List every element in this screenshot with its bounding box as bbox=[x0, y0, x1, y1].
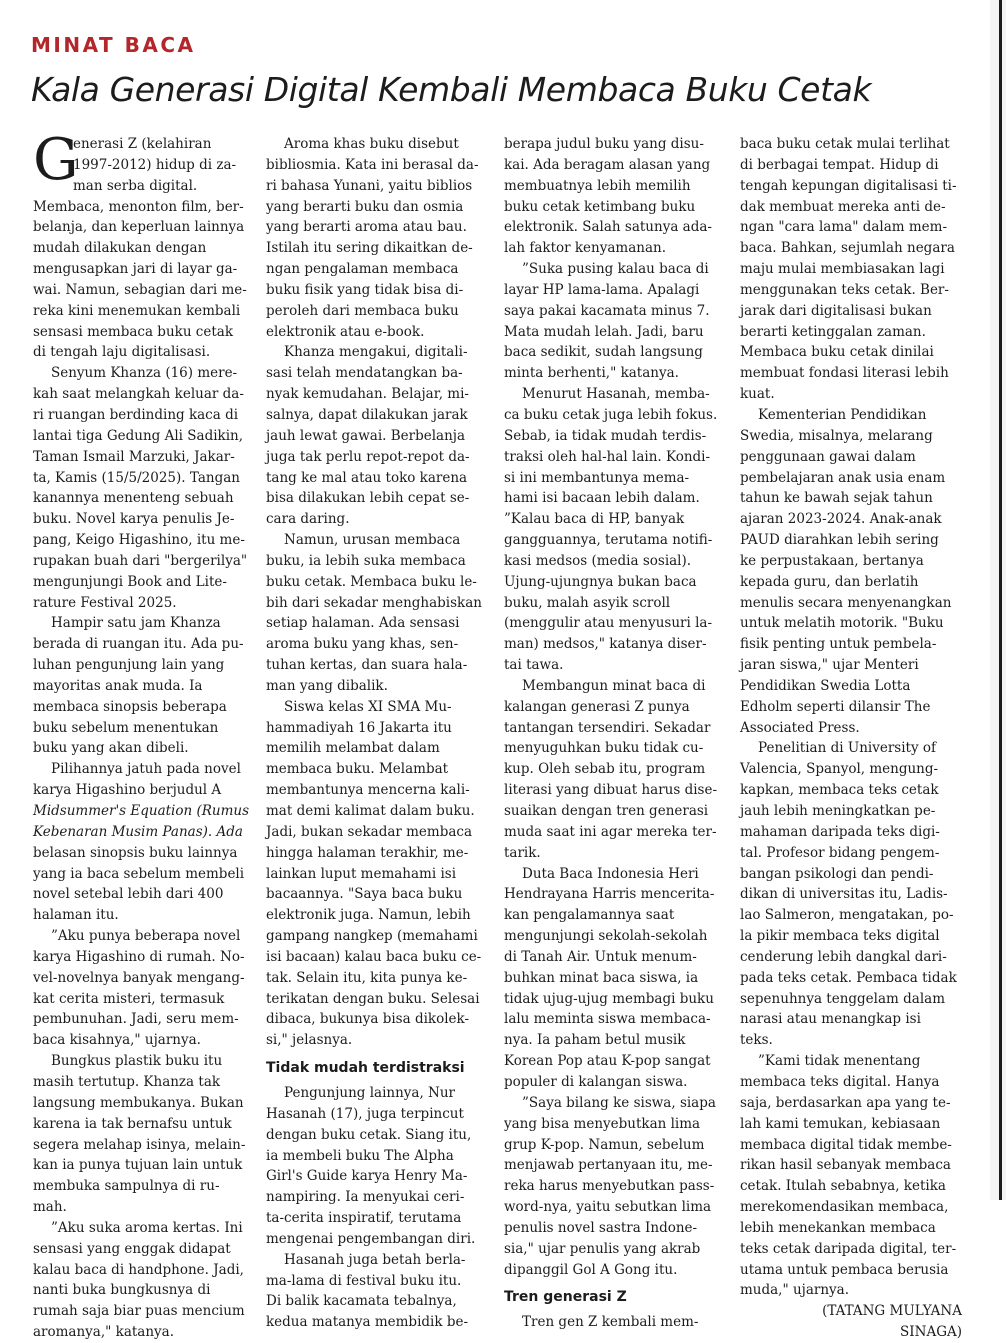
text-line: menyuguhkan buku tidak cu- bbox=[504, 740, 704, 757]
text-line: tal. Profesor bidang pengem- bbox=[740, 844, 940, 861]
text-line: vel-novelnya banyak mengang- bbox=[33, 969, 245, 986]
text-line: rupakan buah dari "bergerilya" bbox=[33, 552, 248, 569]
text-line: dak membuat mereka anti de- bbox=[740, 198, 946, 215]
text-column-4 bbox=[740, 134, 962, 1343]
text-line: pada teks cetak. Pembaca tidak bbox=[740, 969, 957, 986]
text-line: di tengah laju digitalisasi. bbox=[33, 344, 211, 361]
text-line: traksi oleh hal-hal lain. Kondi- bbox=[504, 448, 711, 465]
text-line: cenderung lebih dangkal dari- bbox=[740, 948, 947, 965]
text-line: buku, malah asyik scroll bbox=[504, 594, 671, 611]
text-line: gangguannya, terutama notifi- bbox=[504, 532, 713, 549]
text-line: membuka sampulnya di ru- bbox=[33, 1178, 220, 1195]
text-line: kat cerita misteri, termasuk bbox=[33, 990, 225, 1007]
text-line: penulis novel sastra Indone- bbox=[504, 1219, 698, 1236]
text-line: teks cetak daripada digital, ter- bbox=[740, 1240, 957, 1257]
text-line: ”Kami tidak menentang bbox=[758, 1053, 921, 1070]
text-line: ”Kalau baca di HP, banyak bbox=[504, 511, 685, 528]
text-line: buku cetak. Membaca buku le- bbox=[266, 573, 477, 590]
text-line: yang bisa menyebutkan lima bbox=[504, 1115, 701, 1132]
text-line: Ujung-ujungnya bukan baca bbox=[504, 573, 697, 590]
text-line: kanannya menenteng sebuah bbox=[33, 490, 234, 507]
text-line: utama untuk pembaca berusia bbox=[740, 1261, 949, 1278]
text-line: baca kisahnya," ujarnya. bbox=[33, 1032, 201, 1049]
text-line: karena ia tak bernafsu untuk bbox=[33, 1115, 232, 1132]
text-line: segera melahap isinya, melain- bbox=[33, 1136, 246, 1153]
text-line: berada di ruangan itu. Ada pu- bbox=[33, 636, 244, 653]
text-line: untuk melatih motorik. "Buku bbox=[740, 615, 944, 632]
text-line: dibaca, bukunya bisa dikolek- bbox=[266, 1011, 470, 1028]
text-line: bibliosmia. Kata ini berasal da- bbox=[266, 156, 479, 173]
text-line: Hendrayana Harris mencerita- bbox=[504, 886, 715, 903]
text-line: Membangun minat baca di bbox=[522, 677, 706, 694]
text-line: menulis secara menyenangkan bbox=[740, 594, 952, 611]
text-line: sasi telah mendatangkan ba- bbox=[266, 365, 463, 382]
text-line: elektronik atau e-book. bbox=[266, 323, 425, 340]
text-line: Edholm seperti dilansir The bbox=[740, 698, 931, 715]
text-line: mah. bbox=[33, 1199, 67, 1216]
text-line: aromanya," katanya. bbox=[33, 1324, 175, 1341]
text-line: mahaman daripada teks digi- bbox=[740, 823, 940, 840]
text-line: kalangan generasi Z punya bbox=[504, 698, 690, 715]
text-line: mayoritas anak muda. Ia bbox=[33, 677, 203, 694]
text-line: Associated Press. bbox=[740, 719, 860, 736]
text-line: Hasanah (17), juga terpincut bbox=[266, 1105, 464, 1122]
text-line: ajaran 2023-2024. Anak-anak bbox=[740, 511, 942, 528]
text-line: kalau baca di handphone. Jadi, bbox=[33, 1261, 244, 1278]
text-line: nyak kemudahan. Belajar, mi- bbox=[266, 386, 469, 403]
text-line: juga tak perlu repot-repot da- bbox=[266, 448, 470, 465]
text-line: Pilihannya jatuh pada novel bbox=[51, 761, 241, 778]
text-line: kan pengalamannya saat bbox=[504, 907, 675, 924]
text-line: ri ruangan berdinding kaca di bbox=[33, 406, 239, 423]
text-line: sepenuhnya tenggelam dalam bbox=[740, 990, 945, 1007]
text-line: memilih melambat dalam bbox=[266, 740, 440, 757]
text-line: enerasi Z (kelahiran bbox=[73, 136, 212, 152]
text-line: wai. Namun, sebagian dari me- bbox=[33, 281, 247, 298]
text-line: Sebab, ia tidak mudah terdis- bbox=[504, 427, 707, 444]
text-line: lantai tiga Gedung Ali Sadikin, bbox=[33, 427, 244, 444]
text-line: membuat fondasi literasi lebih bbox=[740, 365, 949, 382]
text-line: menjawab pertanyaan itu, me- bbox=[504, 1157, 713, 1174]
text-line: rature Festival 2025. bbox=[33, 594, 177, 611]
text-line: membuatnya lebih memilih bbox=[504, 177, 691, 194]
text-line: SINAGA) bbox=[900, 1324, 962, 1341]
text-line: rumah saja biar puas mencium bbox=[33, 1303, 245, 1320]
text-line: jauh lewat gawai. Berbelanja bbox=[266, 427, 466, 444]
text-line: pang, Keigo Higashino, itu me- bbox=[33, 532, 245, 549]
text-line: Mata mudah lelah. Jadi, baru bbox=[504, 323, 704, 340]
text-line: saja, berdasarkan apa yang te- bbox=[740, 1094, 951, 1111]
text-line: Pendidikan Swedia Lotta bbox=[740, 677, 911, 694]
text-line: nampiring. Ia menyukai ceri- bbox=[266, 1189, 465, 1206]
text-line: membaca teks digital. Hanya bbox=[740, 1073, 940, 1090]
text-line: bacaannya. "Saya baca buku bbox=[266, 886, 463, 903]
text-line: Taman Ismail Marzuki, Jakar- bbox=[33, 448, 235, 465]
text-line: tang ke mal atau toko karena bbox=[266, 469, 468, 486]
text-line: menggunakan teks cetak. Ber- bbox=[740, 281, 949, 298]
text-line: karya Higashino berjudul A bbox=[33, 782, 222, 799]
text-line: mengusapkan jari di layar ga- bbox=[33, 261, 238, 278]
text-line: cara daring. bbox=[266, 511, 350, 528]
text-line: Korean Pop atau K-pop sangat bbox=[504, 1053, 711, 1070]
text-line: ngan "cara lama" dalam mem- bbox=[740, 219, 948, 236]
text-line: Di balik kacamata tebalnya, bbox=[266, 1293, 457, 1310]
text-line: Menurut Hasanah, memba- bbox=[522, 386, 710, 403]
text-line: aroma buku yang khas, sen- bbox=[266, 636, 459, 653]
text-line: berapa judul buku yang disu- bbox=[504, 136, 704, 152]
text-line: ri bahasa Yunani, yaitu biblios bbox=[266, 177, 473, 194]
text-line: grup K-pop. Namun, sebelum bbox=[504, 1136, 705, 1153]
text-line: membaca buku. Melambat bbox=[266, 761, 449, 778]
text-line: bisa dilakukan lebih cepat se- bbox=[266, 490, 470, 507]
text-line: buhkan minat baca siswa, ia bbox=[504, 969, 699, 986]
text-line: jauh lebih meningkatkan pe- bbox=[740, 803, 936, 819]
text-line: baca sedikit, sudah langsung bbox=[504, 344, 703, 361]
text-line: buku sebelum menentukan bbox=[33, 719, 219, 736]
text-line: fisik penting untuk pembela- bbox=[740, 636, 937, 653]
text-line: bih dari sekadar menghabiskan bbox=[266, 594, 482, 611]
text-line: kedua matanya membidik be- bbox=[266, 1314, 469, 1331]
text-line: yang berarti buku dan osmia bbox=[266, 198, 464, 215]
text-line: penggunaan gawai dalam bbox=[740, 448, 916, 465]
text-line: Hasanah juga betah berla- bbox=[284, 1251, 466, 1268]
text-line: tuhan kertas, dan suara hala- bbox=[266, 657, 468, 674]
text-line: Pengunjung lainnya, Nur bbox=[284, 1084, 455, 1101]
text-line: Aroma khas buku disebut bbox=[284, 136, 459, 152]
text-line: lainkan luput memahami isi bbox=[266, 865, 457, 882]
text-line: ma-lama di festival buku itu. bbox=[266, 1272, 462, 1289]
text-line: si ini membantunya mema- bbox=[504, 469, 690, 486]
text-line: mengunjungi Book and Lite- bbox=[33, 573, 227, 590]
text-column-3 bbox=[504, 134, 726, 1333]
text-line: buku, ia lebih suka membaca bbox=[266, 552, 466, 569]
text-line: Valencia, Spanyol, mengung- bbox=[740, 761, 939, 778]
text-line: hami isi bacaan lebih dalam. bbox=[504, 490, 700, 507]
text-line: terikatan dengan buku. Selesai bbox=[266, 990, 480, 1007]
text-line: teks. bbox=[740, 1032, 773, 1049]
text-column-2 bbox=[266, 134, 488, 1333]
text-line: tak. Selain itu, kita punya ke- bbox=[266, 969, 468, 986]
drop-cap: G bbox=[33, 127, 79, 193]
text-line: la pikir membaca teks digital bbox=[740, 928, 940, 945]
text-line: nanti buka bungkusnya di bbox=[33, 1282, 211, 1299]
text-line: merekomendasikan membaca, bbox=[740, 1199, 949, 1216]
text-line: sia," ujar penulis yang akrab bbox=[504, 1240, 701, 1257]
text-line: elektronik. Salah satunya ada- bbox=[504, 219, 712, 236]
subheading: Tidak mudah terdistraksi bbox=[266, 1060, 465, 1077]
text-line: jaran siswa," ujar Menteri bbox=[740, 657, 919, 674]
text-line: Istilah itu sering dikaitkan de- bbox=[266, 240, 473, 257]
text-line: 1997-2012) hidup di za- bbox=[73, 156, 237, 173]
text-line: populer di kalangan siswa. bbox=[504, 1073, 688, 1090]
text-line: Kementerian Pendidikan bbox=[758, 406, 927, 423]
text-line: gampang nangkep (memahami bbox=[266, 928, 478, 945]
text-line: ta, Kamis (15/5/2025). Tangan bbox=[33, 469, 240, 486]
text-line: saya pakai kacamata minus 7. bbox=[504, 302, 710, 319]
text-line: luhan pengunjung lain yang bbox=[33, 657, 225, 674]
text-line: Girl's Guide karya Henry Ma- bbox=[266, 1168, 468, 1185]
text-line: tarik. bbox=[504, 844, 541, 861]
text-line: lebih menekankan membaca bbox=[740, 1219, 936, 1236]
text-line: langsung membukanya. Bukan bbox=[33, 1094, 244, 1111]
text-line: jarak dari digitalisasi bukan bbox=[740, 302, 932, 319]
text-line: tai tawa. bbox=[504, 657, 564, 674]
text-line: Khanza mengakui, digitali- bbox=[284, 344, 468, 361]
text-line: Bungkus plastik buku itu bbox=[51, 1053, 223, 1070]
text-line: kah saat melangkah keluar da- bbox=[33, 386, 244, 403]
text-line: mudah dilakukan dengan bbox=[33, 240, 207, 257]
text-line: masih tertutup. Khanza tak bbox=[33, 1073, 221, 1090]
text-line: novel setebal lebih dari 400 bbox=[33, 886, 224, 903]
text-line: elektronik juga. Namun, lebih bbox=[266, 907, 471, 924]
text-line: pembunuhan. Jadi, seru mem- bbox=[33, 1011, 239, 1028]
text-line: di berbagai tempat. Hidup di bbox=[740, 156, 939, 173]
text-line: membaca digital tidak membe- bbox=[740, 1136, 952, 1153]
text-line: narasi atau menangkap isi bbox=[740, 1011, 921, 1028]
text-line: dikan di universitas itu, Ladis- bbox=[740, 886, 948, 903]
text-line: kapkan, membaca teks cetak bbox=[740, 782, 939, 799]
text-line: ”Saya bilang ke siswa, siapa bbox=[522, 1094, 716, 1111]
text-line: Penelitian di University of bbox=[758, 740, 936, 757]
text-line: Midsummer's Equation (Rumus bbox=[33, 803, 250, 819]
text-line: pembelajaran anak usia enam bbox=[740, 469, 946, 486]
text-line: peroleh dari membaca buku bbox=[266, 302, 459, 319]
text-line: yang ia baca sebelum membeli bbox=[33, 865, 245, 882]
text-line: belasan sinopsis buku lainnya bbox=[33, 844, 238, 861]
text-line: literasi yang dibuat harus dise- bbox=[504, 782, 718, 799]
text-line: kepada guru, dan berlatih bbox=[740, 573, 919, 590]
text-line: word-nya, yaitu sebutkan lima bbox=[504, 1199, 712, 1216]
text-line: lah faktor kenyamanan. bbox=[504, 240, 666, 257]
text-line: ”Aku suka aroma kertas. Ini bbox=[51, 1219, 243, 1236]
text-line: buku. Novel karya penulis Je- bbox=[33, 511, 235, 528]
text-line: minta berhenti," katanya. bbox=[504, 365, 679, 382]
text-line: hammadiyah 16 Jakarta itu bbox=[266, 719, 452, 736]
text-line: si," jelasnya. bbox=[266, 1032, 353, 1049]
page-edge bbox=[990, 0, 1006, 1200]
text-line: Jadi, bukan sekadar membaca bbox=[266, 823, 473, 840]
text-line: ia membeli buku The Alpha bbox=[266, 1147, 454, 1164]
text-line: membantunya mencerna kali- bbox=[266, 782, 470, 799]
text-line: lah kami temukan, kebiasaan bbox=[740, 1115, 941, 1132]
text-line: nya. Ia paham betul musik bbox=[504, 1032, 686, 1049]
text-line: belanja, dan keperluan lainnya bbox=[33, 219, 245, 236]
text-line: maju mulai membiasakan lagi bbox=[740, 261, 945, 278]
text-line: buku fisik yang tidak bisa di- bbox=[266, 281, 464, 298]
text-line: (menggulir atau menyusuri la- bbox=[504, 615, 713, 632]
text-line: kasi medsos (media sosial). bbox=[504, 552, 692, 569]
text-line: sensasi membaca buku cetak bbox=[33, 323, 234, 340]
text-line: hingga halaman terakhir, me- bbox=[266, 844, 469, 861]
text-line: Swedia, misalnya, melarang bbox=[740, 427, 933, 444]
text-line: mengunjungi sekolah-sekolah bbox=[504, 928, 708, 945]
text-line: Hampir satu jam Khanza bbox=[51, 615, 221, 632]
text-line: ke perpustakaan, bertanya bbox=[740, 552, 924, 569]
text-line: kup. Oleh sebab itu, program bbox=[504, 761, 706, 778]
text-line: baca. Bahkan, sejumlah negara bbox=[740, 240, 955, 257]
text-line: man yang dibalik. bbox=[266, 677, 388, 694]
text-line: (TATANG MULYANA bbox=[822, 1303, 962, 1320]
text-line: halaman itu. bbox=[33, 907, 119, 924]
text-line: buku cetak ketimbang buku bbox=[504, 198, 696, 215]
text-line: muda saat ini agar mereka ter- bbox=[504, 823, 717, 840]
text-line: reka kini menemukan kembali bbox=[33, 302, 241, 319]
text-line: ”Aku punya beberapa novel bbox=[51, 928, 241, 945]
text-line: reka harus menyebutkan pass- bbox=[504, 1178, 715, 1195]
text-line: Namun, urusan membaca bbox=[284, 532, 461, 549]
text-line: tantangan tersendiri. Sekadar bbox=[504, 719, 711, 736]
text-line: Duta Baca Indonesia Heri bbox=[522, 865, 699, 882]
text-line: membaca sinopsis beberapa bbox=[33, 698, 227, 715]
text-line: suaikan dengan tren generasi bbox=[504, 803, 709, 819]
text-line: man serba digital. bbox=[73, 177, 198, 194]
text-line: Tren gen Z kembali mem- bbox=[522, 1314, 699, 1331]
text-line: dengan buku cetak. Siang itu, bbox=[266, 1126, 472, 1143]
text-line: karya Higashino di rumah. No- bbox=[33, 948, 245, 965]
text-line: mengenai pengembangan diri. bbox=[266, 1230, 476, 1247]
text-line: Senyum Khanza (16) mere- bbox=[51, 365, 238, 382]
text-line: ta-cerita inspiratif, terutama bbox=[266, 1210, 462, 1227]
text-line: di Tanah Air. Untuk menum- bbox=[504, 948, 697, 965]
text-line: rikan hasil sebanyak membaca bbox=[740, 1157, 951, 1174]
text-line: baca buku cetak mulai terlihat bbox=[740, 136, 950, 152]
text-line: tengah kepungan digitalisasi ti- bbox=[740, 177, 957, 194]
text-line: tidak ujug-ujug membagi buku bbox=[504, 990, 714, 1007]
text-line: PAUD diarahkan lebih sering bbox=[740, 532, 939, 549]
text-line: lao Salmeron, mengatakan, po- bbox=[740, 907, 954, 924]
text-line: salnya, dapat dilakukan jarak bbox=[266, 406, 468, 423]
text-line: dipanggil Gol A Gong itu. bbox=[504, 1261, 678, 1278]
text-column-1 bbox=[33, 127, 255, 1343]
text-line: isi bacaan) kalau baca buku ce- bbox=[266, 948, 482, 965]
subheading: Tren generasi Z bbox=[504, 1289, 627, 1306]
text-line: Kebenaran Musim Panas). Ada bbox=[33, 823, 243, 840]
text-line: bangan psikologi dan pendi- bbox=[740, 865, 934, 882]
text-line: Siswa kelas XI SMA Mu- bbox=[284, 698, 452, 715]
text-line: buku yang akan dibeli. bbox=[33, 740, 189, 757]
text-line: ”Suka pusing kalau baca di bbox=[522, 261, 709, 278]
text-line: layar HP lama-lama. Apalagi bbox=[504, 281, 700, 298]
text-line: kan ia punya tujuan lain untuk bbox=[33, 1157, 243, 1174]
text-line: tahun ke bawah sejak tahun bbox=[740, 490, 933, 507]
text-line: muda," ujarnya. bbox=[740, 1282, 850, 1299]
text-line: yang berarti aroma atau bau. bbox=[266, 219, 467, 236]
text-line: cetak. Itulah sebabnya, ketika bbox=[740, 1178, 946, 1195]
text-line: mat demi kalimat dalam buku. bbox=[266, 803, 475, 819]
text-line: Membaca buku cetak dinilai bbox=[740, 344, 934, 361]
text-line: kuat. bbox=[740, 386, 775, 403]
text-line: Membaca, menonton film, ber- bbox=[33, 198, 244, 215]
text-line: setiap halaman. Ada sensasi bbox=[266, 615, 460, 632]
text-line: man) medsos," katanya diser- bbox=[504, 636, 707, 653]
text-line: sensasi yang enggak didapat bbox=[33, 1240, 231, 1257]
section-rubric: MINAT BACA bbox=[31, 33, 196, 57]
text-line: ngan pengalaman membaca bbox=[266, 261, 459, 278]
text-line: lalu meminta siswa membaca- bbox=[504, 1011, 711, 1028]
text-line: ca buku cetak juga lebih fokus. bbox=[504, 406, 718, 423]
text-line: kai. Ada beragam alasan yang bbox=[504, 156, 711, 173]
text-line: berarti ketinggalan zaman. bbox=[740, 323, 926, 340]
article-headline: Kala Generasi Digital Kembali Membaca Buku Cetak bbox=[31, 70, 872, 109]
